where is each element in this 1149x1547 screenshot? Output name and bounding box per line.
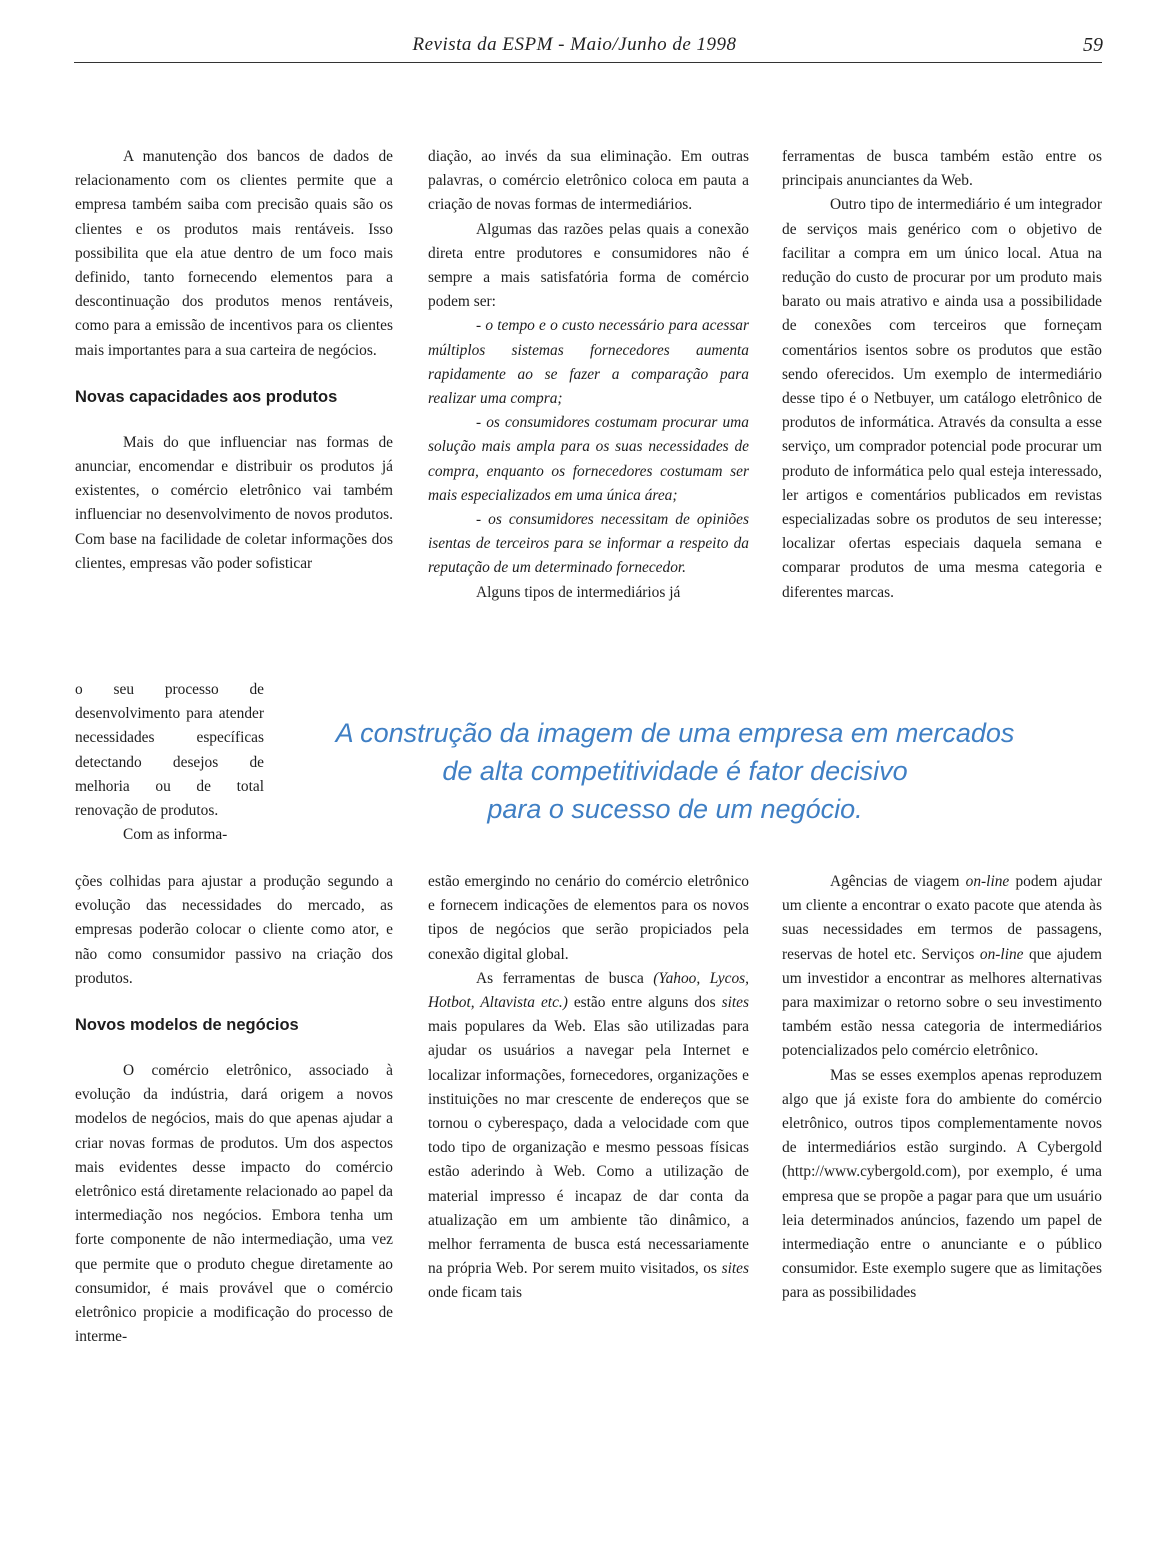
page-number: 59 [1083, 34, 1103, 56]
header-rule [74, 62, 1102, 63]
paragraph: O comércio eletrônico, associado à evolução da indústria, dará origem a novos modelos de negócios, mais do que apenas ajudar a criar novas formas de produtos. Um dos aspectos mais evidentes desse impacto do comércio eletrônico está diretamente relacionado ao papel da intermediação nos negócios. Embora tenha um forte componente de não intermediação, uma vez que permite que o produto chegue diretamente ao consumidor, é mais provável que o comércio eletrônico propicie a modificação do processo de interme- [75, 1062, 393, 1346]
paragraph: ferramentas de busca também estão entre os principais anunciantes da Web. [782, 148, 1102, 190]
column-3-bottom [782, 870, 1102, 1306]
pull-quote-line: para o sucesso de um negócio. [487, 794, 863, 824]
list-item: - os consumidores necessitam de opiniões isentas de terceiros para se informar a respeito da reputação de um determinado fornecedor. [428, 511, 749, 577]
pull-quote [300, 714, 1050, 828]
column-1-bottom [75, 870, 393, 1349]
column-2-bottom [428, 870, 749, 1306]
paragraph: Mais do que influenciar nas formas de anunciar, encomendar e distribuir os produtos já existentes, o comércio eletrônico vai também influenciar no desenvolvimento de novos produtos. Com base na facilidade de coletar informações dos clientes, empresas vão poder sofisticar [75, 433, 393, 572]
paragraph: Outro tipo de intermediário é um integrador de serviços mais genérico com o objetivo de facilitar a compra em um único local. Atua na redução do custo de procurar por um produto mais barato ou mais atrativo e ainda usa a possibilidade de conexões com terceiros que forneçam comentários isentos sobre os produtos que estão sendo oferecidos. Um exemplo de intermediário desse tipo é o Netbuyer, um catálogo eletrônico de produtos de informática. Através da consulta a esse serviço, um comprador potencial pode procurar um produto de informática pelo qual esteja interessado, ler artigos e comentários publicados em revistas especializadas sobre os produtos de seu interesse; localizar ofertas especiais daquela semana e comparar produtos de uma mesma categoria e diferentes marcas. [782, 196, 1102, 601]
column-3-top [782, 145, 1102, 605]
pull-quote-line: A construção da imagem de uma empresa em mercados [335, 718, 1015, 748]
paragraph: diação, ao invés da sua eliminação. Em outras palavras, o comércio eletrônico coloca em pauta a criação de novas formas de intermediários. [428, 148, 749, 214]
paragraph: A manutenção dos bancos de dados de relacionamento com os clientes permite que a empresa também saiba com precisão quais são os clientes e os produtos mais rentáveis. Isso possibilita que ela atue dentro de um foco mais definido, tanto fornecendo elementos para a descontinuação dos produtos menos rentáveis, como para a emissão de incentivos para os clientes mais importantes para a sua carteira de negócios. [75, 148, 393, 359]
column-1-narrow [75, 678, 264, 847]
section-heading: Novos modelos de negócios [75, 1016, 299, 1035]
column-2-top [428, 145, 749, 605]
list-item: - o tempo e o custo necessário para acessar múltiplos sistemas fornecedores aumenta rapidamente ao se fazer a comparação para realizar uma compra; [428, 317, 749, 408]
paragraph: Alguns tipos de intermediários já [476, 583, 681, 601]
running-header: Revista da ESPM - Maio/Junho de 1998 [412, 34, 737, 55]
paragraph: Algumas das razões pelas quais a conexão direta entre produtores e consumidores não é sempre a mais satisfatória forma de comércio podem ser: [428, 220, 749, 311]
paragraph: Com as informa- [123, 826, 228, 844]
list-item: - os consumidores costumam procurar uma solução mais ampla para os suas necessidades de compra, enquanto os fornecedores costumam ser mais especializados em uma única área; [428, 414, 749, 504]
paragraph: ções colhidas para ajustar a produção segundo a evolução das necessidades do mercado, as empresas poderão colocar o cliente como ator, e não como consumidor passivo na criação dos produtos. [75, 873, 393, 987]
paragraph: o seu processo de desenvolvimento para atender necessidades específicas detectando desejos de melhoria ou de total renovação de produtos. [75, 681, 264, 820]
section-heading: Novas capacidades aos produtos [75, 387, 338, 406]
paragraph: As ferramentas de busca (Yahoo, Lycos, Hotbot, Altavista etc.) estão entre alguns dos sites mais populares da Web. Elas são utilizadas para ajudar os usuários a navegar pela Internet e localizar informações, fornecedores, organizações e instituições no mar crescente de endereços que se tornou o cyberespaço, dada a velocidade com que todo tipo de organização e mesmo pessoas físicas estão aderindo à Web. Como a utilização de material impresso é incapaz de dar conta da atualização em um ambiente tão dinâmico, a melhor ferramenta de busca está necessariamente na própria Web. Por serem muito visitados, os sites onde ficam tais [428, 969, 749, 1302]
paragraph: estão emergindo no cenário do comércio eletrônico e fornecem indicações de elementos para os novos tipos de negócios que serão propiciados pela conexão digital global. [428, 873, 749, 963]
pull-quote-line: de alta competitividade é fator decisivo [442, 756, 908, 786]
paragraph: Mas se esses exemplos apenas reproduzem algo que já existe fora do ambiente do comércio eletrônico, outros tipos complementamente novos de intermediários estão surgindo. A Cybergold (http://www.cybergold.com), por exemplo, é uma empresa que se propõe a pagar para que um usuário leia determinados anúncios, fazendo um papel de intermediação entre o anunciante e o público consumidor. Este exemplo sugere que as limitações para as possibilidades [782, 1066, 1102, 1302]
column-1-top [75, 145, 393, 576]
paragraph: Agências de viagem on-line podem ajudar um cliente a encontrar o exato pacote que atenda às suas necessidades em termos de passagens, reservas de hotel etc. Serviços on-line que ajudem um investidor a encontrar as melhores alternativas para maximizar o retorno sobre o seu investimento também estão nessa categoria de intermediários potencializados pelo comércio eletrônico. [782, 873, 1102, 1060]
